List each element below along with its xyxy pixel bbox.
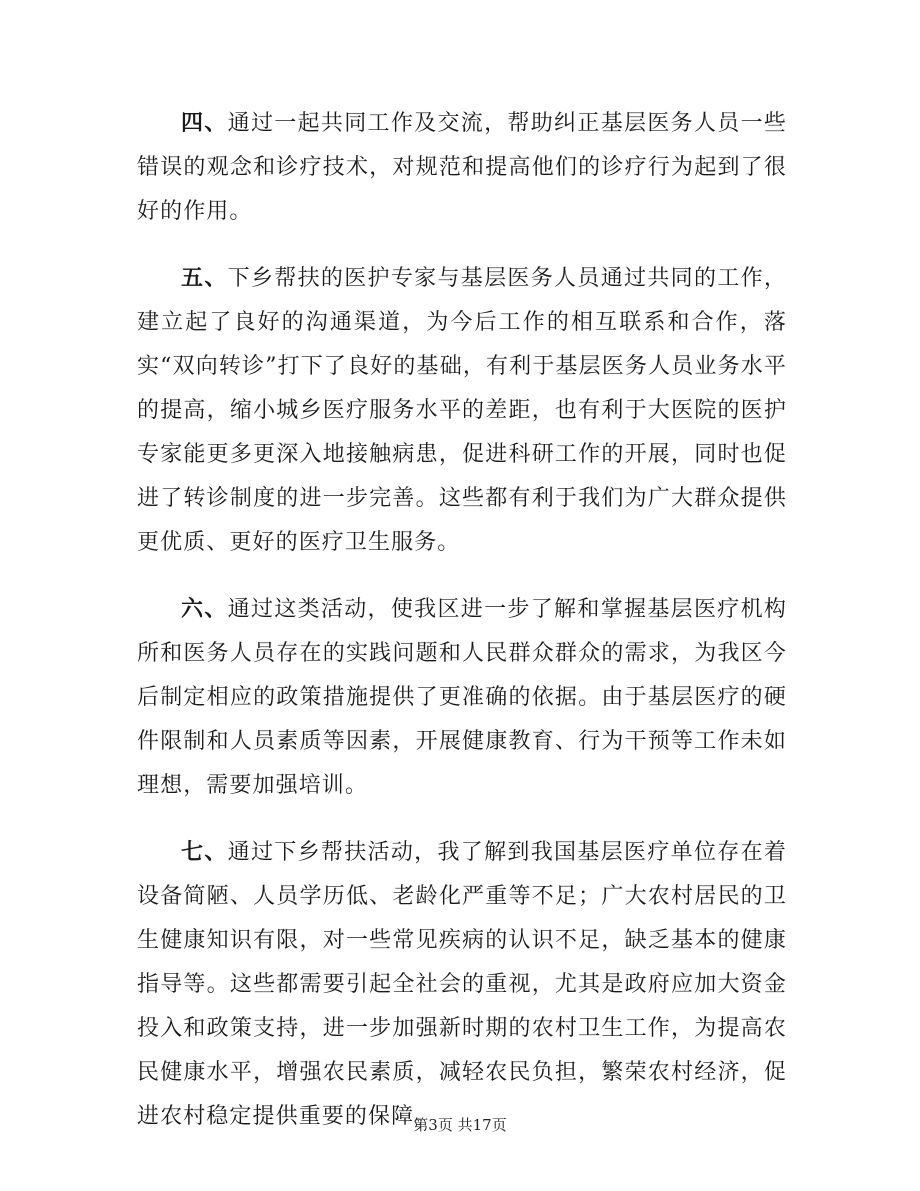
paragraph-7-text: 通过下乡帮扶活动，我了解到我国基层医疗单位存在着设备简陋、人员学历低、老龄化严重等不足；广大农村居民的卫生健康知识有限，对一些常见疾病的认识不足，缺乏基本的健康指导等。这些都需要引起全社会的重视，尤其是政府应加大资金投入和政策支持，进一步加强新时期的农村卫生工作，为提高农民健康水平，增强农民素质，减轻农民负担，繁荣农村经济，促进农村稳定提供重要的保障。 bbox=[137, 840, 788, 1129]
paragraph-6 bbox=[137, 587, 787, 808]
paragraph-4 bbox=[137, 101, 787, 234]
paragraph-7-lead: 七、 bbox=[181, 839, 228, 865]
paragraph-6-lead: 六、 bbox=[181, 596, 228, 622]
paragraph-4-lead: 四、 bbox=[181, 110, 228, 136]
paragraph-6-text: 通过这类活动，使我区进一步了解和掌握基层医疗机构所和医务人员存在的实践问题和人民群众群众的需求，为我区今后制定相应的政策措施提供了更准确的依据。由于基层医疗的硬件限制和人员素质等因素，开展健康教育、行为干预等工作未如理想，需要加强培训。 bbox=[137, 597, 788, 798]
page-number-footer: 第3页 共17页 bbox=[413, 1116, 507, 1134]
paragraph-5-text: 下乡帮扶的医护专家与基层医务人员通过共同的工作，建立起了良好的沟通渠道，为今后工作的相互联系和合作，落实“双向转诊”打下了良好的基础，有利于基层医务人员业务水平的提高，缩小城乡医疗服务水平的差距，也有利于大医院的医护专家能更多更深入地接触病患，促进科研工作的开展，同时也促进了转诊制度的进一步完善。这些都有利于我们为广大群众提供更优质、更好的医疗卫生服务。 bbox=[137, 266, 788, 555]
paragraph-5-lead: 五、 bbox=[181, 265, 228, 291]
document-body bbox=[137, 101, 787, 1139]
paragraph-7 bbox=[137, 830, 787, 1139]
paragraph-4-text: 通过一起共同工作及交流，帮助纠正基层医务人员一些错误的观念和诊疗技术，对规范和提高他们的诊疗行为起到了很好的作用。 bbox=[137, 111, 788, 224]
paragraph-5 bbox=[137, 256, 787, 565]
